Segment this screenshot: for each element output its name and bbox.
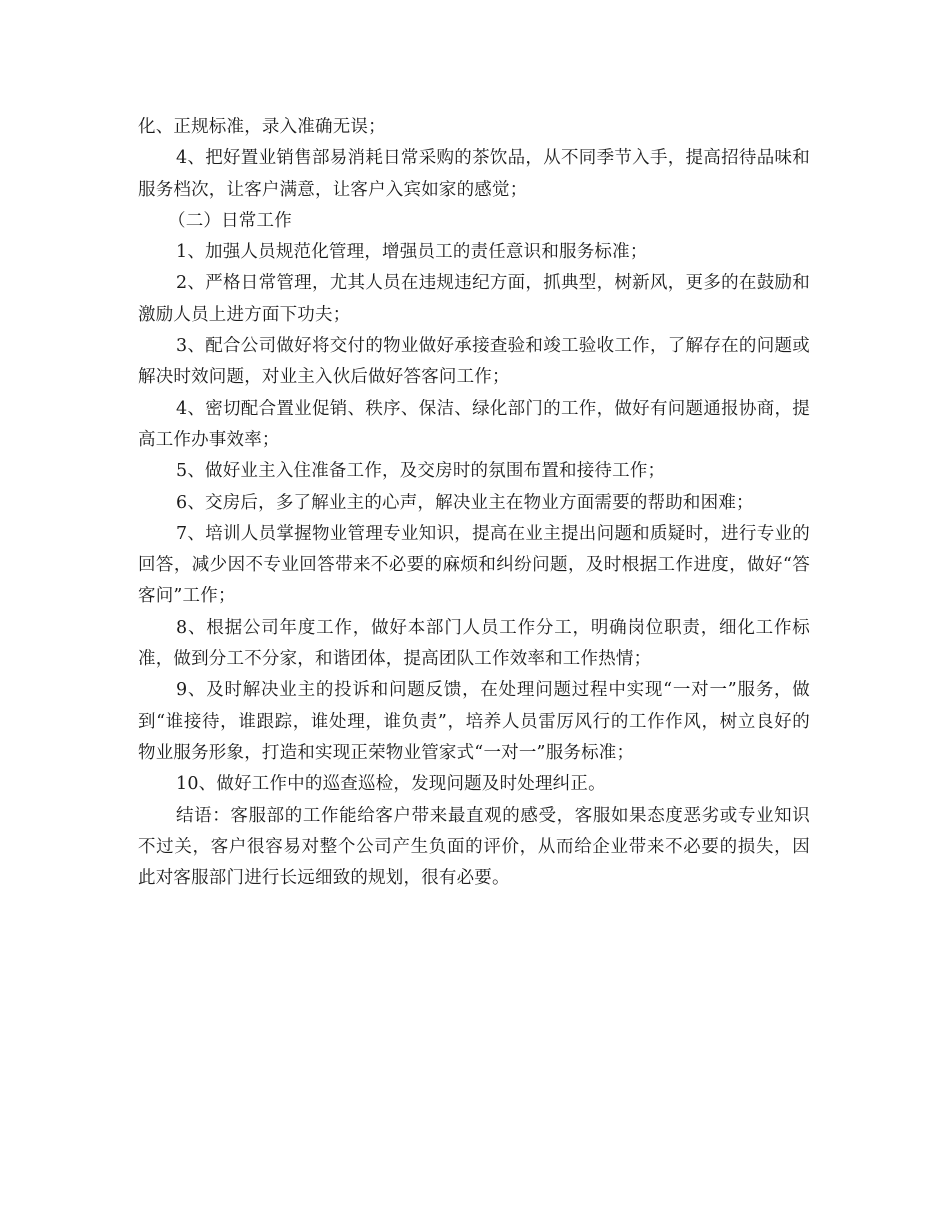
section-heading-daily-work: （二）日常工作 <box>168 210 292 231</box>
paragraph-item-9: 9、及时解决业主的投诉和问题反馈，在处理问题过程中实现“一对一”服务，做到“谁接待，谁跟踪，谁处理，谁负责”，培养人员雷厉风行的工作作风，树立良好的物业服务形象，打造和实现正荣物业管家式“一对一”服务标准； <box>138 680 810 763</box>
paragraph-item-10: 10、做好工作中的巡查巡检，发现问题及时处理纠正。 <box>176 774 606 795</box>
paragraph-item-4: 4、密切配合置业促销、秩序、保洁、绿化部门的工作，做好有问题通报协商，提高工作办事效率； <box>138 398 810 450</box>
document-body <box>138 112 810 894</box>
paragraph-item-4-tea: 4、把好置业销售部易消耗日常采购的茶饮品，从不同季节入手，提高招待品味和服务档次，让客户满意，让客户入宾如家的感觉； <box>138 148 810 200</box>
paragraph-conclusion: 结语：客服部的工作能给客户带来最直观的感受，客服如果态度恶劣或专业知识不过关，客户很容易对整个公司产生负面的评价，从而给企业带来不必要的损失，因此对客服部门进行长远细致的规划，很有必要。 <box>138 805 810 889</box>
paragraph-continuation: 化、正规标准，录入准确无误； <box>138 117 386 137</box>
paragraph-item-8: 8、根据公司年度工作，做好本部门人员工作分工，明确岗位职责，细化工作标准，做到分工不分家，和谐团体，提高团队工作效率和工作热情； <box>138 617 810 670</box>
paragraph-item-1: 1、加强人员规范化管理，增强员工的责任意识和服务标准； <box>176 242 648 263</box>
paragraph-item-6: 6、交房后，多了解业主的心声，解决业主在物业方面需要的帮助和困难； <box>176 492 754 513</box>
paragraph-item-5: 5、做好业主入住准备工作，及交房时的氛围布置和接待工作； <box>176 461 666 482</box>
paragraph-item-3: 3、配合公司做好将交付的物业做好承接查验和竣工验收工作，了解存在的问题或解决时效问题，对业主入伙后做好答客问工作； <box>138 336 810 388</box>
paragraph-item-2: 2、严格日常管理，尤其人员在违规违纪方面，抓典型，树新风，更多的在鼓励和激励人员上进方面下功夫； <box>138 273 810 325</box>
paragraph-item-7: 7、培训人员掌握物业管理专业知识，提高在业主提出问题和质疑时，进行专业的回答，减少因不专业回答带来不必要的麻烦和纠纷问题，及时根据工作进度，做好“答客问”工作； <box>138 523 810 607</box>
